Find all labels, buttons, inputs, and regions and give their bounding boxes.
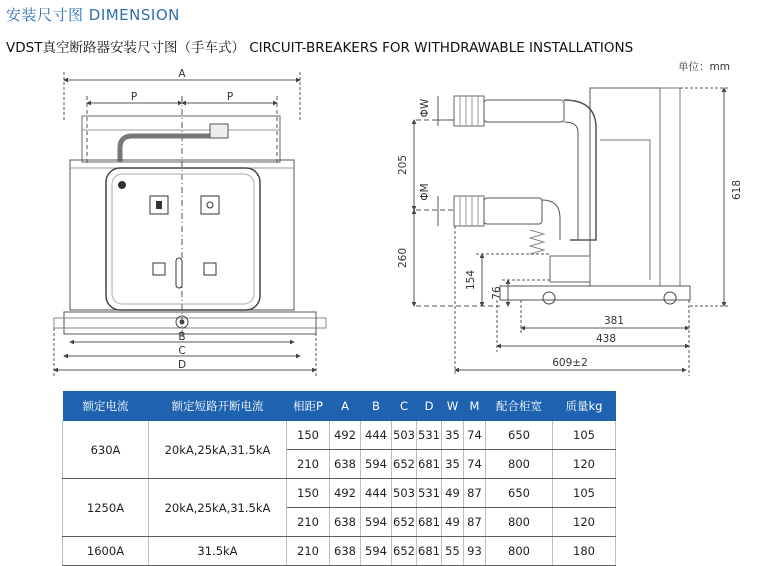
table-cell: 210 (287, 450, 330, 479)
table-cell: 650 (486, 421, 553, 450)
table-cell: 210 (287, 508, 330, 537)
dim-label-381: 381 (603, 315, 625, 327)
dim-label-B: B (178, 331, 186, 343)
table-cell: 594 (361, 450, 392, 479)
breaking-current-cell: 20kA,25kA,31.5kA (149, 421, 287, 479)
dim-label-609: 609±2 (552, 357, 588, 369)
specification-table (62, 391, 616, 566)
drawing-subtitle: VDST真空断路器安装尺寸图（手车式） CIRCUIT-BREAKERS FOR WITHDRAWABLE INSTALLATIONS (6, 40, 634, 56)
table-cell: 87 (464, 508, 486, 537)
table-cell: 531 (417, 421, 442, 450)
table-cell: 531 (417, 479, 442, 508)
col-header: C (392, 391, 417, 421)
table-cell: 35 (442, 421, 464, 450)
table-cell: 74 (464, 421, 486, 450)
dim-label-76: 76 (491, 286, 503, 300)
table-cell: 105 (553, 479, 616, 508)
dim-label-phi-w: ΦW (419, 98, 431, 118)
table-cell: 503 (392, 479, 417, 508)
table-cell: 444 (361, 479, 392, 508)
table-cell: 210 (287, 537, 330, 566)
table-cell: 87 (464, 479, 486, 508)
col-header: M (464, 391, 486, 421)
table-cell: 120 (553, 450, 616, 479)
table-cell: 681 (417, 537, 442, 566)
rated-current-cell: 1250A (63, 479, 149, 537)
table-row (63, 421, 616, 450)
table-cell: 49 (442, 508, 464, 537)
table-cell: 638 (330, 508, 361, 537)
col-header: B (361, 391, 392, 421)
table-cell: 652 (392, 450, 417, 479)
unit-label: 单位：mm (678, 61, 730, 73)
table-row (63, 537, 616, 566)
table-cell: 638 (330, 450, 361, 479)
breaking-current-cell: 20kA,25kA,31.5kA (149, 479, 287, 537)
dim-label-260: 260 (397, 247, 409, 269)
side-view (414, 88, 730, 376)
col-header: D (417, 391, 442, 421)
table-cell: 594 (361, 537, 392, 566)
table-cell: 105 (553, 421, 616, 450)
dim-label-438: 438 (595, 333, 617, 345)
table-cell: 150 (287, 479, 330, 508)
table-cell: 180 (553, 537, 616, 566)
dim-label-P-left: P (130, 91, 138, 103)
table-cell: 150 (287, 421, 330, 450)
dim-label-phi-m: ΦM (419, 183, 431, 201)
section-title: 安装尺寸图 DIMENSION (6, 6, 180, 24)
dim-label-154: 154 (465, 269, 477, 291)
table-cell: 594 (361, 508, 392, 537)
table-cell: 35 (442, 450, 464, 479)
dim-label-P-right: P (226, 91, 234, 103)
table-cell: 800 (486, 508, 553, 537)
table-header-row (63, 391, 616, 421)
rated-current-cell: 1600A (63, 537, 149, 566)
dim-label-618: 618 (731, 179, 743, 201)
dim-label-205: 205 (397, 154, 409, 176)
front-view (54, 72, 326, 376)
table-cell: 492 (330, 421, 361, 450)
col-header: 额定电流 (63, 391, 149, 421)
breaking-current-cell: 31.5kA (149, 537, 287, 566)
table-cell: 444 (361, 421, 392, 450)
dim-label-D: D (177, 359, 187, 371)
table-row (63, 479, 616, 508)
col-header: 额定短路开断电流 (149, 391, 287, 421)
table-cell: 652 (392, 508, 417, 537)
table-cell: 492 (330, 479, 361, 508)
table-cell: 49 (442, 479, 464, 508)
table-cell: 503 (392, 421, 417, 450)
table-cell: 120 (553, 508, 616, 537)
dim-label-A: A (178, 68, 186, 80)
table-cell: 93 (464, 537, 486, 566)
dim-label-C: C (178, 345, 186, 357)
table-cell: 681 (417, 450, 442, 479)
table-cell: 652 (392, 537, 417, 566)
table-cell: 74 (464, 450, 486, 479)
table-cell: 800 (486, 537, 553, 566)
table-cell: 681 (417, 508, 442, 537)
table-cell: 638 (330, 537, 361, 566)
col-header: A (330, 391, 361, 421)
table-cell: 55 (442, 537, 464, 566)
col-header: 质量kg (553, 391, 616, 421)
col-header: 相距P (287, 391, 330, 421)
col-header: W (442, 391, 464, 421)
table-cell: 650 (486, 479, 553, 508)
table-cell: 800 (486, 450, 553, 479)
col-header: 配合柜宽 (486, 391, 553, 421)
rated-current-cell: 630A (63, 421, 149, 479)
